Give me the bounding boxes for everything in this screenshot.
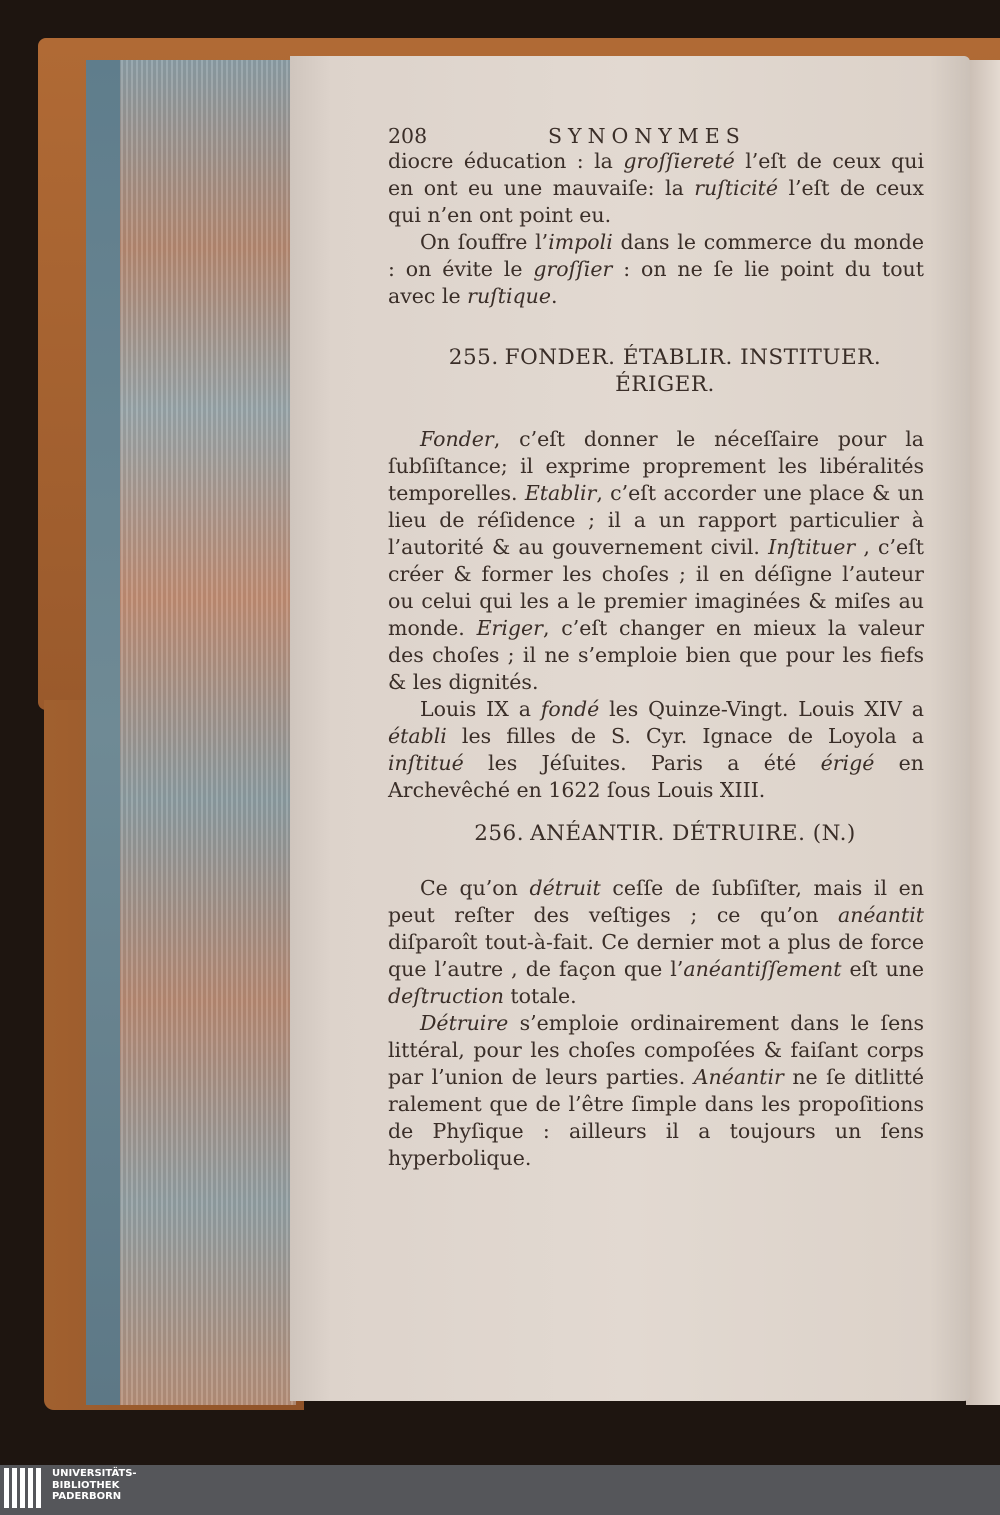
italic-term: groſſiereté bbox=[623, 149, 735, 173]
facing-page-edge bbox=[966, 60, 1000, 1405]
logo-line: UNIVERSITÄTS- bbox=[52, 1468, 137, 1479]
italic-term: ruſtique bbox=[467, 284, 551, 308]
text-run: Ce qu’on bbox=[420, 876, 530, 900]
paragraph bbox=[388, 696, 924, 804]
paragraph bbox=[388, 229, 924, 310]
paragraph bbox=[388, 875, 924, 1010]
italic-term: Détruire bbox=[420, 1011, 509, 1035]
italic-term: anéantit bbox=[837, 903, 924, 927]
paragraph bbox=[388, 426, 924, 696]
page-edge-stripe bbox=[86, 60, 120, 1405]
text-run: s’emploie ordinairement dans le ſens littéral, pour les choſes compoſées & faiſant corps par l’union de leurs parties. bbox=[388, 1011, 924, 1089]
section-number: 256. bbox=[474, 821, 525, 846]
text-run: l’eſt de ceux qui en ont eu une mauvaiſe: la bbox=[388, 149, 925, 200]
italic-term: érigé bbox=[820, 751, 875, 775]
text-run: diocre éducation : la bbox=[388, 149, 624, 173]
text-run: Louis IX a bbox=[420, 697, 541, 721]
section-255-body bbox=[388, 426, 924, 804]
text-run: ceſſe de ſubſiſter, mais il en peut reſter des veſtiges ; ce qu’on bbox=[388, 876, 924, 927]
section-254-continuation bbox=[388, 148, 924, 310]
text-run: , c’eſt accorder une place & un lieu de réſidence ; il a un rapport particulier à l’autorité & au gouvernement civil. bbox=[388, 481, 924, 559]
text-run: , c’eſt changer en mieux la valeur des choſes ; il ne s’emploie bien que pour les fiefs & les dignités. bbox=[388, 616, 924, 694]
section-heading-256 bbox=[388, 820, 924, 847]
italic-term: fondé bbox=[540, 697, 600, 721]
italic-term: Inſtituer bbox=[768, 535, 856, 559]
italic-term: Etablir bbox=[524, 481, 597, 505]
italic-term: Anéantir bbox=[693, 1065, 784, 1089]
paragraph bbox=[388, 148, 924, 229]
italic-term: ruſticité bbox=[694, 176, 779, 200]
page-number: 208 bbox=[388, 124, 428, 148]
italic-term: deſtruction bbox=[388, 984, 504, 1008]
text-run: les filles de S. Cyr. Ignace de Loyola a bbox=[446, 724, 924, 748]
text-run: les Quinze-Vingt. Louis XIV a bbox=[599, 697, 924, 721]
library-footer-bar bbox=[0, 1465, 1000, 1515]
italic-term: établi bbox=[388, 724, 447, 748]
page-text bbox=[388, 124, 924, 1172]
text-run: en Archevêché en 1622 ſous Louis XIII. bbox=[388, 751, 924, 802]
italic-term: Fonder bbox=[420, 427, 494, 451]
running-head bbox=[388, 124, 924, 148]
text-run: eſt une bbox=[841, 957, 924, 981]
italic-term: Eriger bbox=[476, 616, 543, 640]
section-256-body bbox=[388, 875, 924, 1172]
text-run: dans le commerce du monde : on évite le bbox=[388, 230, 924, 281]
italic-term: impoli bbox=[548, 230, 613, 254]
text-run: On ſouffre l’ bbox=[420, 230, 549, 254]
text-run: , c’eſt donner le néceſſaire pour la ſubſiſtance; il exprime proprement les libéralités temporelles. bbox=[388, 427, 924, 505]
library-logo-text bbox=[52, 1468, 137, 1503]
italic-term: groſſier bbox=[533, 257, 613, 281]
text-run: totale. bbox=[503, 984, 577, 1008]
section-number: 255. bbox=[448, 345, 499, 370]
text-run: l’eſt de ceux qui n’en ont point eu. bbox=[388, 176, 924, 227]
paragraph bbox=[388, 1010, 924, 1172]
logo-line: PADERBORN bbox=[52, 1491, 122, 1502]
text-run: les Jéſuites. Paris a été bbox=[463, 751, 821, 775]
section-title: FONDER. ÉTABLIR. INSTITUER. ÉRIGER. bbox=[504, 345, 882, 397]
text-run: diſparoît tout-à-fait. Ce dernier mot a plus de force que l’autre , de façon que l’ bbox=[388, 930, 924, 981]
text-run: : on ne ſe lie point du tout avec le bbox=[388, 257, 924, 308]
text-run: , c’eſt créer & former les choſes ; il en déſigne l’auteur ou celui qui les a le premier imaginées & miſes au monde. bbox=[388, 535, 924, 640]
italic-term: détruit bbox=[529, 876, 601, 900]
running-title: SYNONYMES bbox=[548, 124, 746, 148]
library-logo-icon bbox=[4, 1468, 48, 1510]
italic-term: inſtitué bbox=[388, 751, 464, 775]
italic-term: anéantiſſement bbox=[683, 957, 842, 981]
logo-line: BIBLIOTHEK bbox=[52, 1479, 120, 1491]
section-title: ANÉANTIR. DÉTRUIRE. (N.) bbox=[530, 821, 856, 846]
text-run: ne ſe ditlitté ralement que de l’être ſimple dans les propoſitions de Phyſique : ailleurs il a toujours un ſens hyperbolique. bbox=[388, 1065, 924, 1170]
section-heading-255 bbox=[388, 344, 924, 398]
text-run: . bbox=[550, 284, 558, 308]
